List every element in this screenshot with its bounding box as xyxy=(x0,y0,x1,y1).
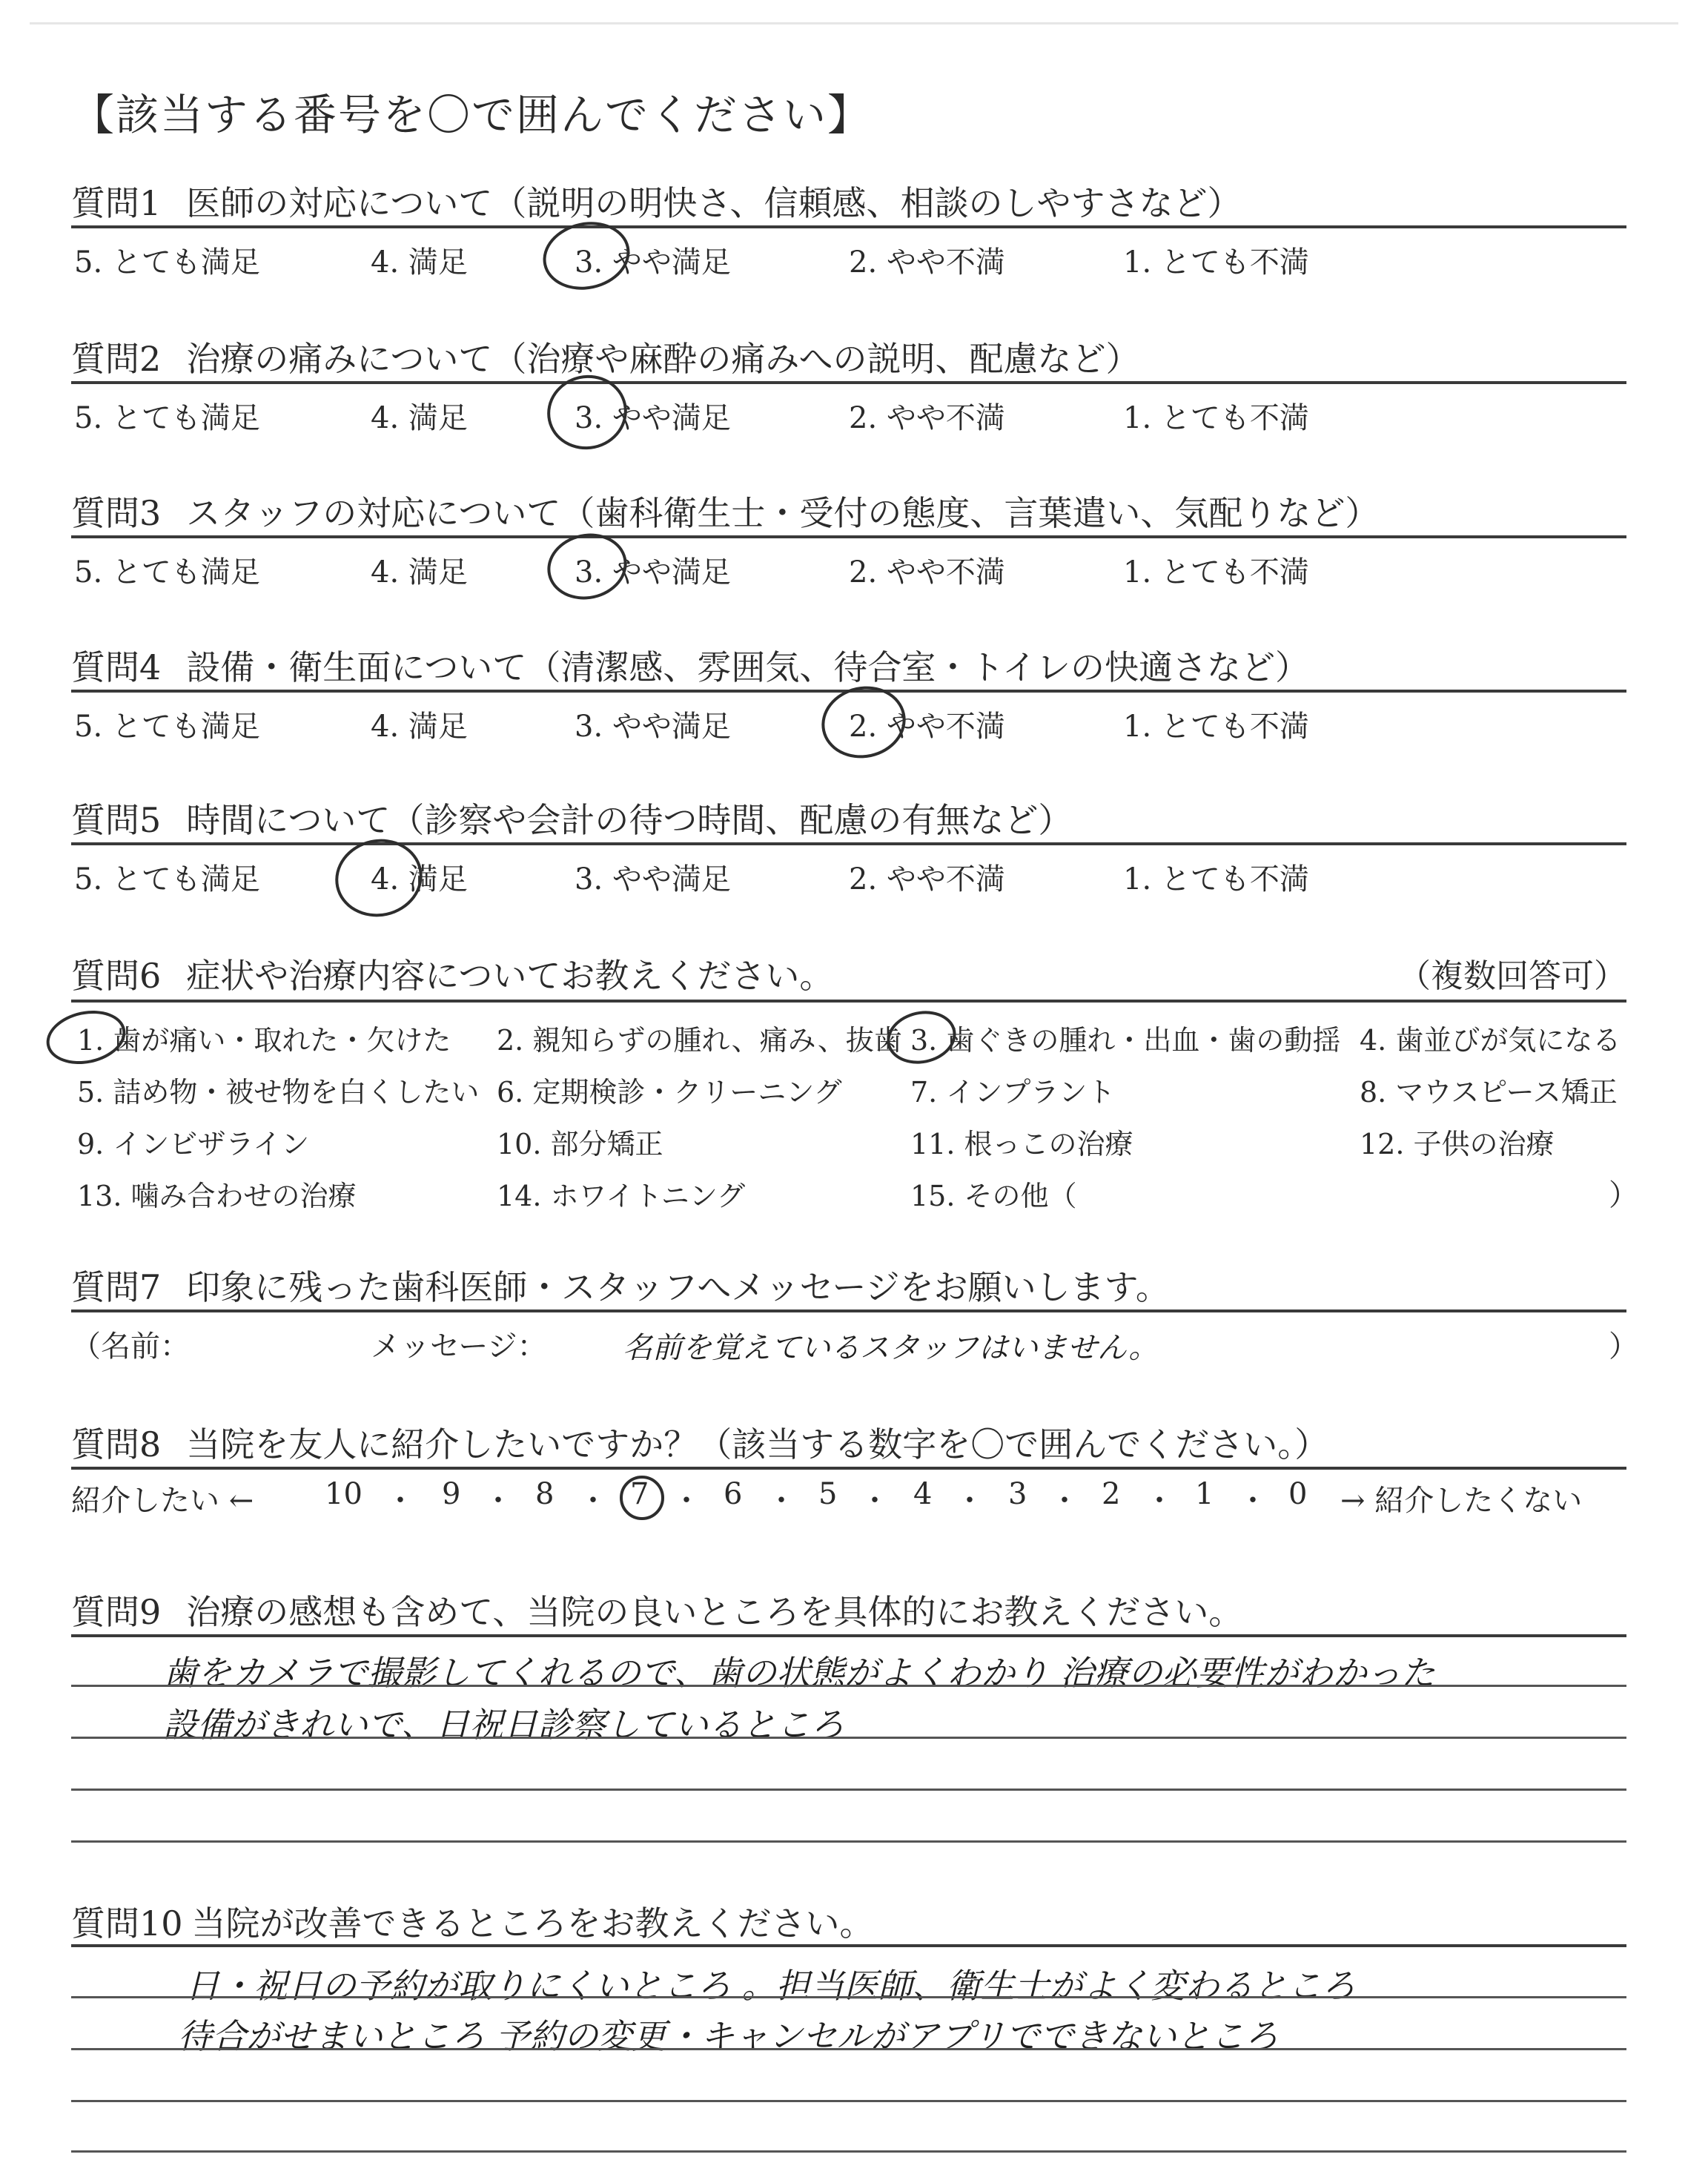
q6-item-2[interactable]: 2. 親知らずの腫れ、痛み、抜歯 xyxy=(497,1024,902,1057)
form-header: 【該当する番号を〇で囲んでください】 xyxy=(71,90,873,140)
q3-option-4[interactable]: 4. 満足 xyxy=(371,555,468,589)
q7-rule xyxy=(71,1309,1626,1312)
q6-item-9[interactable]: 9. インビザライン xyxy=(77,1128,310,1160)
q8-scale-5[interactable]: 5 xyxy=(818,1477,838,1511)
q5-rule xyxy=(71,842,1626,845)
q8-sep-4: ・ xyxy=(672,1484,701,1518)
q3-option-1[interactable]: 1. とても不満 xyxy=(1123,555,1309,589)
q8-scale-9[interactable]: 9 xyxy=(442,1477,461,1511)
q9-rule xyxy=(71,1634,1626,1637)
q1-option-5[interactable]: 5. とても満足 xyxy=(74,245,260,280)
q1-option-3[interactable]: 3. やや満足 xyxy=(575,245,731,280)
q10-answer-rule-4 xyxy=(71,2150,1626,2153)
q9-answer-rule-1 xyxy=(71,1685,1626,1687)
q4-option-1[interactable]: 1. とても不満 xyxy=(1123,710,1309,744)
q8-title xyxy=(71,1418,1328,1467)
q6-item-3[interactable]: 3. 歯ぐきの腫れ・出血・歯の動揺 xyxy=(910,1024,1341,1057)
q6-item-3-circle xyxy=(882,1005,961,1070)
q4-number: 質問4 xyxy=(71,647,162,687)
q4-option-4[interactable]: 4. 満足 xyxy=(371,710,468,744)
q8-sep-7: ・ xyxy=(955,1484,984,1518)
q8-rule xyxy=(71,1467,1626,1470)
q3-number: 質問3 xyxy=(71,493,162,533)
q6-item-8[interactable]: 8. マウスピース矯正 xyxy=(1360,1076,1618,1109)
q3-option-5[interactable]: 5. とても満足 xyxy=(74,555,260,589)
q6-item-7[interactable]: 7. インプラント xyxy=(910,1076,1116,1109)
q6-multiple-answers-note: （複数回答可） xyxy=(1398,957,1626,995)
q6-rule xyxy=(71,1000,1626,1003)
q10-answer-rule-3 xyxy=(71,2100,1626,2102)
q4-text: 設備・衛生面について（清潔感、雰囲気、待合室・トイレの快適さなど） xyxy=(186,647,1310,687)
q8-scale-3[interactable]: 3 xyxy=(1008,1477,1027,1511)
q10-answer-line-1[interactable]: 日・祝日の予約が取りにくいところ 。担当医師、衛生士がよく変わるところ xyxy=(185,1966,1356,2006)
q6-text: 症状や治療内容についてお教えください。 xyxy=(186,956,834,996)
q7-message-handwritten[interactable]: 名前を覚えているスタッフはいません。 xyxy=(623,1331,1159,1365)
q6-item-11[interactable]: 11. 根っこの治療 xyxy=(910,1128,1133,1160)
q7-title xyxy=(71,1261,1170,1309)
q8-scale-1[interactable]: 1 xyxy=(1195,1477,1214,1511)
q3-option-2[interactable]: 2. やや不満 xyxy=(849,555,1005,589)
q8-sep-9: ・ xyxy=(1145,1484,1174,1518)
q9-number: 質問9 xyxy=(71,1592,162,1632)
q8-scale-10[interactable]: 10 xyxy=(325,1477,363,1511)
q8-sep-2: ・ xyxy=(483,1484,513,1518)
q5-number: 質問5 xyxy=(71,800,162,840)
q6-item-14[interactable]: 14. ホワイトニング xyxy=(497,1180,746,1212)
q8-sep-3: ・ xyxy=(578,1484,608,1518)
q9-title xyxy=(71,1585,1242,1634)
q8-sep-6: ・ xyxy=(860,1484,890,1518)
q6-item-6[interactable]: 6. 定期検診・クリーニング xyxy=(497,1076,842,1109)
q10-answer-rule-2 xyxy=(71,2048,1626,2050)
q3-selection-circle xyxy=(541,526,633,607)
q4-option-2[interactable]: 2. やや不満 xyxy=(849,710,1005,744)
q1-option-1[interactable]: 1. とても不満 xyxy=(1123,245,1309,280)
q2-title xyxy=(71,332,1139,381)
q6-item-15[interactable]: 15. その他（ xyxy=(910,1180,1077,1212)
q6-title xyxy=(71,949,833,998)
q6-item-10[interactable]: 10. 部分矯正 xyxy=(497,1128,663,1160)
q5-option-1[interactable]: 1. とても不満 xyxy=(1123,862,1309,896)
q7-text: 印象に残った歯科医師・スタッフへメッセージをお願いします。 xyxy=(186,1267,1170,1307)
q8-selection-circle xyxy=(620,1476,664,1520)
q8-scale-0[interactable]: 0 xyxy=(1288,1477,1308,1511)
q8-scale-7[interactable]: 7 xyxy=(630,1477,649,1511)
q8-sep-10: ・ xyxy=(1238,1484,1268,1518)
q9-answer-line-1[interactable]: 歯をカメラで撮影してくれるので、歯の状態がよくわかり 治療の必要性がわかった xyxy=(163,1653,1435,1693)
q8-scale-8[interactable]: 8 xyxy=(535,1477,555,1511)
q2-option-2[interactable]: 2. やや不満 xyxy=(849,401,1005,435)
q6-item-13[interactable]: 13. 噛み合わせの治療 xyxy=(77,1180,357,1212)
q6-other-close: ） xyxy=(1609,1178,1638,1212)
q2-rule xyxy=(71,381,1626,384)
q10-text: 当院が改善できるところをお教えください。 xyxy=(191,1903,874,1943)
q8-sep-1: ・ xyxy=(385,1484,415,1518)
q7-name-label: （名前： xyxy=(71,1330,190,1364)
q5-option-2[interactable]: 2. やや不満 xyxy=(849,862,1005,896)
q9-answer-rule-2 xyxy=(71,1737,1626,1739)
q7-number: 質問7 xyxy=(71,1267,162,1307)
q8-sep-5: ・ xyxy=(767,1484,796,1518)
q2-number: 質問2 xyxy=(71,339,162,379)
q6-item-4[interactable]: 4. 歯並びが気になる xyxy=(1360,1024,1621,1057)
q1-rule xyxy=(71,225,1626,228)
q8-scale-2[interactable]: 2 xyxy=(1102,1477,1121,1511)
q2-option-3[interactable]: 3. やや満足 xyxy=(575,401,731,435)
q8-scale-4[interactable]: 4 xyxy=(913,1477,933,1511)
q1-number: 質問1 xyxy=(71,183,162,223)
top-border xyxy=(30,22,1678,24)
q10-answer-rule-1 xyxy=(71,1996,1626,1998)
q4-option-5[interactable]: 5. とても満足 xyxy=(74,710,260,744)
q7-message-label: メッセージ： xyxy=(371,1330,547,1364)
q3-rule xyxy=(71,535,1626,538)
q6-item-1-circle xyxy=(42,1004,130,1071)
q9-answer-rule-4 xyxy=(71,1840,1626,1843)
q10-rule xyxy=(71,1944,1626,1947)
q5-option-5[interactable]: 5. とても満足 xyxy=(74,862,260,896)
q3-option-3[interactable]: 3. やや満足 xyxy=(575,555,731,589)
q8-right-label: → 紹介したくない xyxy=(1340,1484,1583,1518)
q10-answer-line-2[interactable]: 待合がせまいところ 予約の変更・キャンセルがアプリでできないところ xyxy=(178,2016,1279,2056)
q2-option-1[interactable]: 1. とても不満 xyxy=(1123,401,1309,435)
q4-title xyxy=(71,641,1309,690)
q8-number: 質問8 xyxy=(71,1424,162,1464)
q8-sep-8: ・ xyxy=(1050,1484,1079,1518)
q6-item-12[interactable]: 12. 子供の治療 xyxy=(1360,1128,1555,1160)
q2-text: 治療の痛みについて（治療や麻酔の痛みへの説明、配慮など） xyxy=(186,339,1140,379)
q2-option-5[interactable]: 5. とても満足 xyxy=(74,401,260,435)
q9-answer-rule-3 xyxy=(71,1789,1626,1791)
q1-option-2[interactable]: 2. やや不満 xyxy=(849,245,1005,280)
q9-text: 治療の感想も含めて、当院の良いところを具体的にお教えください。 xyxy=(186,1592,1243,1632)
q2-option-4[interactable]: 4. 満足 xyxy=(371,401,468,435)
q8-text: 当院を友人に紹介したいですか？（該当する数字を〇で囲んでください。） xyxy=(186,1424,1329,1464)
q5-option-4[interactable]: 4. 満足 xyxy=(371,862,468,896)
q1-text: 医師の対応について（説明の明快さ、信頼感、相談のしやすさなど） xyxy=(186,183,1242,223)
q1-title xyxy=(71,176,1242,225)
q10-title xyxy=(71,1897,874,1946)
q1-option-4[interactable]: 4. 満足 xyxy=(371,245,468,280)
q5-text: 時間について（診察や会計の待つ時間、配慮の有無など） xyxy=(186,800,1073,840)
q9-answer-line-2[interactable]: 設備がきれいで、日祝日診察しているところ xyxy=(163,1705,845,1745)
q10-number: 質問10 xyxy=(71,1903,183,1943)
q8-left-label: 紹介したい ← xyxy=(71,1484,254,1518)
q3-text: スタッフの対応について（歯科衛生士・受付の態度、言葉遣い、気配りなど） xyxy=(186,493,1380,533)
q6-number: 質問6 xyxy=(71,956,162,996)
q6-item-5[interactable]: 5. 詰め物・被せ物を白くしたい xyxy=(77,1076,480,1109)
q6-item-1[interactable]: 1. 歯が痛い・取れた・欠けた xyxy=(77,1024,451,1057)
q3-title xyxy=(71,486,1379,535)
q7-close-paren: ） xyxy=(1609,1330,1638,1364)
q5-title xyxy=(71,793,1072,842)
q8-scale-6[interactable]: 6 xyxy=(724,1477,743,1511)
q5-option-3[interactable]: 3. やや満足 xyxy=(575,862,731,896)
q4-option-3[interactable]: 3. やや満足 xyxy=(575,710,731,744)
